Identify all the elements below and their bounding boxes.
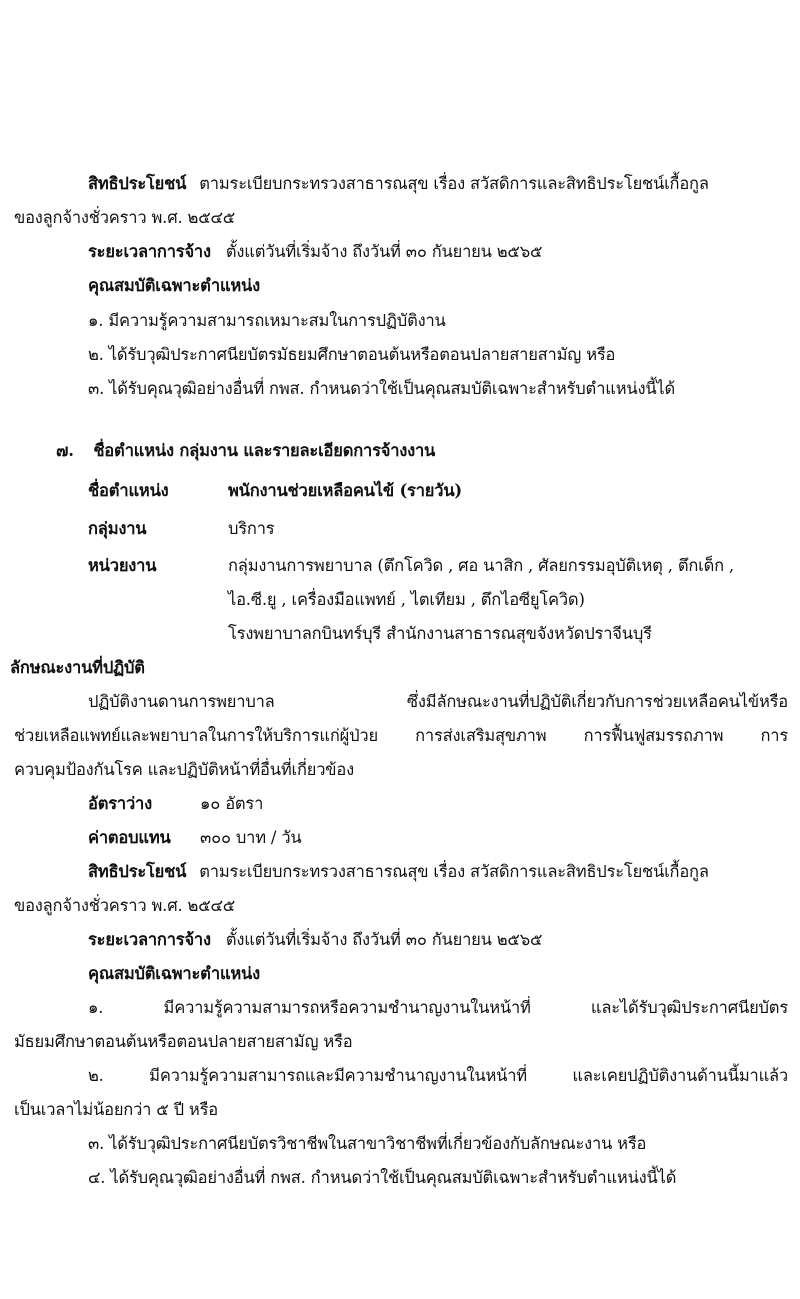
benefit-continuation-2: ของลูกจ้างชั่วคราว พ.ศ. ๒๕๔๕ bbox=[14, 896, 236, 915]
qualification-item: ๒. มีความรู้ความสามารถและมีความชำนาญงานในหน้าที่ และเคยปฏิบัติงานด้านนี้มาแล้ว bbox=[88, 1066, 788, 1085]
unit-line: โรงพยาบาลกบินทร์บุรี สำนักงานสาธารณสุขจังหวัดปราจีนบุรี bbox=[228, 624, 652, 643]
vacancy-label: อัตราว่าง bbox=[88, 794, 152, 813]
period-label: ระยะเวลาการจ้าง bbox=[88, 242, 211, 261]
group-label: กลุ่มงาน bbox=[88, 519, 147, 538]
section-7-heading bbox=[56, 441, 435, 462]
benefit-label: สิทธิประโยชน์ bbox=[88, 862, 187, 881]
unit-line: ไอ.ซี.ยู , เครื่องมือแพทย์ , ไตเทียม , ตึกไอซียูโควิด) bbox=[228, 590, 585, 609]
benefit-label: สิทธิประโยชน์ bbox=[88, 174, 187, 193]
qualification-item: ๓. ได้รับคุณวุฒิอย่างอื่นที่ กพส. กำหนดว่าใช้เป็นคุณสมบัติเฉพาะสำหรับตำแหน่งนี้ได้ bbox=[88, 379, 676, 398]
unit-line: กลุ่มงานการพยาบาล (ตึกโควิด , ศอ นาสิก , ศัลยกรรมอุบัติเหตุ , ตึกเด็ก , bbox=[228, 556, 734, 575]
pay-label: ค่าตอบแทน bbox=[88, 828, 171, 847]
position-value: พนักงานช่วยเหลือคนไข้ (รายวัน) bbox=[228, 481, 463, 500]
section-number: ๗. bbox=[56, 441, 74, 460]
pay-value: ๓๐๐ บาท / วัน bbox=[200, 828, 302, 847]
position-label: ชื่อตำแหน่ง bbox=[88, 481, 169, 500]
benefit-paragraph-2 bbox=[88, 862, 788, 883]
qualification-item: ๑. มีความรู้ความสามารถเหมาะสมในการปฏิบัติงาน bbox=[88, 311, 446, 330]
section-title: ชื่อตำแหน่ง กลุ่มงาน และรายละเอียดการจ้างงาน bbox=[93, 441, 436, 460]
period-text: ตั้งแต่วันที่เริ่มจ้าง ถึงวันที่ ๓๐ กันยายน ๒๕๖๕ bbox=[225, 930, 543, 949]
group-value: บริการ bbox=[228, 519, 275, 538]
job-nature-line: ควบคุมป้องกันโรค และปฏิบัติหน้าที่อื่นที่เกี่ยวข้อง bbox=[14, 760, 354, 779]
job-nature-line: ปฏิบัติงานดานการพยาบาล ซึ่งมีลักษณะงานที่ปฏิบัติเกี่ยวกับการช่วยเหลือคนไข้หรือ bbox=[88, 692, 788, 711]
benefit-text: ตามระเบียบกระทรวงสาธารณสุข เรื่อง สวัสดิการและสิทธิประโยชน์เกื้อกูล bbox=[199, 862, 709, 881]
employment-period-2 bbox=[88, 930, 542, 951]
employment-period-1 bbox=[88, 242, 542, 263]
qualification-item: ๔. ได้รับคุณวุฒิอย่างอื่นที่ กพส. กำหนดว่าใช้เป็นคุณสมบัติเฉพาะสำหรับตำแหน่งนี้ได้ bbox=[88, 1168, 677, 1187]
unit-label: หน่วยงาน bbox=[88, 556, 157, 575]
job-nature-line: ช่วยเหลือแพทย์และพยาบาลในการให้บริการแก่ผู้ป่วย การส่งเสริมสุขภาพ การฟื้นฟูสมรรถภาพ การ bbox=[14, 726, 788, 745]
qualification-item: ๑. มีความรู้ความสามารถหรือความชำนาญงานในหน้าที่ และได้รับวุฒิประกาศนียบัตร bbox=[88, 998, 788, 1017]
qualification-heading-1: คุณสมบัติเฉพาะตำแหน่ง bbox=[88, 276, 260, 295]
qualification-heading-2: คุณสมบัติเฉพาะตำแหน่ง bbox=[88, 964, 260, 983]
qualification-item: ๒. ได้รับวุฒิประกาศนียบัตรมัธยมศึกษาตอนต้นหรือตอนปลายสายสามัญ หรือ bbox=[88, 345, 616, 364]
period-label: ระยะเวลาการจ้าง bbox=[88, 930, 211, 949]
benefit-text: ตามระเบียบกระทรวงสาธารณสุข เรื่อง สวัสดิการและสิทธิประโยชน์เกื้อกูล bbox=[199, 174, 709, 193]
job-nature-heading: ลักษณะงานที่ปฏิบัติ bbox=[10, 658, 145, 677]
period-text: ตั้งแต่วันที่เริ่มจ้าง ถึงวันที่ ๓๐ กันยายน ๒๕๖๕ bbox=[225, 242, 543, 261]
vacancy-value: ๑๐ อัตรา bbox=[200, 794, 264, 813]
benefit-continuation-1: ของลูกจ้างชั่วคราว พ.ศ. ๒๕๔๕ bbox=[14, 208, 236, 227]
benefit-paragraph-1 bbox=[88, 174, 788, 195]
qualification-continuation: มัธยมศึกษาตอนต้นหรือตอนปลายสายสามัญ หรือ bbox=[14, 1032, 353, 1051]
qualification-continuation: เป็นเวลาไม่น้อยกว่า ๕ ปี หรือ bbox=[14, 1100, 218, 1119]
qualification-item: ๓. ได้รับวุฒิประกาศนียบัตรวิชาชีพในสาขาวิชาชีพที่เกี่ยวข้องกับลักษณะงาน หรือ bbox=[88, 1134, 647, 1153]
